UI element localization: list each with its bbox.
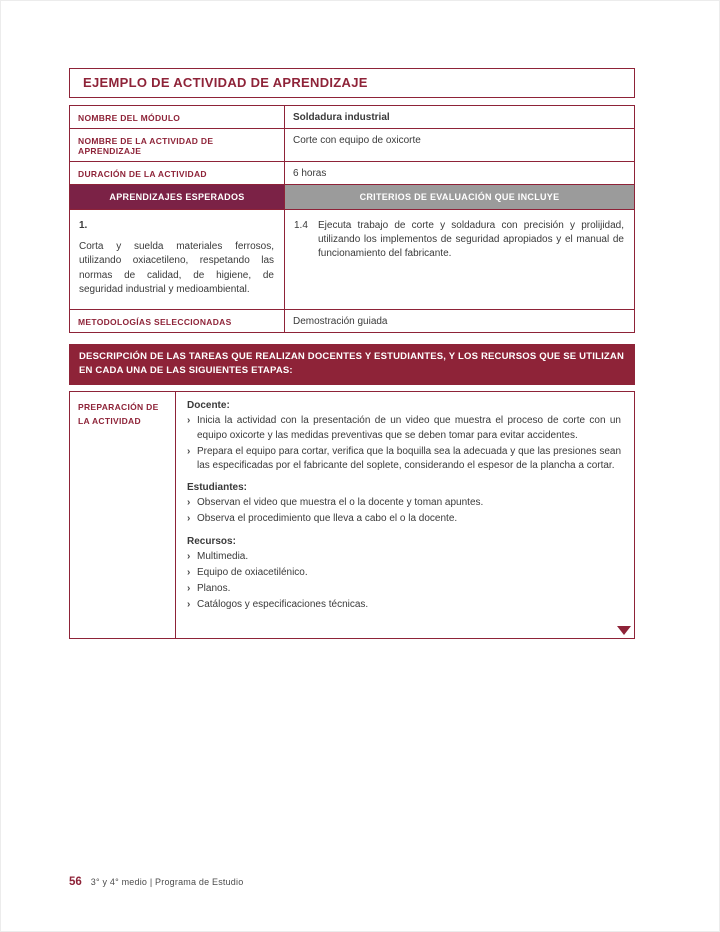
bullet-chevron-icon: › [187,550,191,562]
expected-learning-cell [70,210,285,309]
footer-text: 3° y 4° medio | Programa de Estudio [90,877,244,887]
section-heading: Estudiantes: [187,482,248,494]
page-footer [69,876,243,888]
list-item-text: Multimedia. [197,550,249,562]
table-row-methodology [70,309,634,332]
list-item-text: Catálogos y especificaciones técnicas. [197,599,369,611]
methodology-value: Demostración guiada [293,315,388,327]
page-number: 56 [69,876,82,888]
expected-learning-number: 1. [79,220,88,231]
bullet-chevron-icon: › [187,599,191,611]
table-content-row [70,209,634,309]
stage-box [69,391,635,639]
duration-value: 6 horas [293,168,327,179]
description-banner: DESCRIPCIÓN DE LAS TAREAS QUE REALIZAN DOCENTES Y ESTUDIANTES, Y LOS RECURSOS QUE SE UTILIZAN EN CADA UNA DE LAS SIGUIENTES ETAPAS: [69,344,635,386]
list-item [187,496,621,510]
duration-label: DURACIÓN DE LA ACTIVIDAD [70,162,285,184]
methodology-label: METODOLOGÍAS SELECCIONADAS [70,310,285,332]
list-item-text: Planos. [197,582,231,594]
section-recursos [187,536,621,613]
list-item [187,445,621,473]
expected-learning-text: Corta y suelda materiales ferrosos, utilizando oxiacetileno, respetando las normas de calidad, de higiene, de seguridad industrial y medioambiental. [79,241,274,295]
continuation-arrow-icon [617,626,631,635]
bullet-chevron-icon: › [187,566,191,578]
bullet-chevron-icon: › [187,582,191,594]
list-item [187,550,621,564]
criteria-number: 1.4 [294,220,308,231]
column-header-criteria: CRITERIOS DE EVALUACIÓN QUE INCLUYE [285,185,634,209]
criteria-text: Ejecuta trabajo de corte y soldadura con precisión y prolijidad, utilizando los implementos de seguridad apropiados y el manual de funcionamiento del fabricante. [318,220,624,260]
bullet-chevron-icon: › [187,445,191,457]
list-item-text: Observa el procedimiento que lleva a cabo el o la docente. [197,513,458,525]
criteria-cell [285,210,634,309]
section-heading: Recursos: [187,535,236,547]
list-item [187,512,621,526]
bullet-chevron-icon: › [187,513,191,525]
table-row-module [70,106,634,128]
table-header-row [70,184,634,209]
page-title: EJEMPLO DE ACTIVIDAD DE APRENDIZAJE [69,68,635,98]
section-docente [187,400,621,473]
list-item [187,566,621,580]
list-item-text: Observan el video que muestra el o la docente y toman apuntes. [197,497,484,509]
section-estudiantes [187,482,621,526]
section-heading: Docente: [187,400,230,412]
stage-label: PREPARACIÓN DE LA ACTIVIDAD [70,392,176,638]
list-item [187,582,621,596]
activity-value: Corte con equipo de oxicorte [293,135,421,146]
list-item-text: Equipo de oxiacetilénico. [197,566,308,578]
table-row-activity [70,128,634,161]
table-row-duration [70,161,634,184]
bullet-chevron-icon: › [187,497,191,509]
stage-content [176,392,634,638]
list-item [187,414,621,442]
activity-label: NOMBRE DE LA ACTIVIDAD DE APRENDIZAJE [70,129,285,161]
page-content [69,68,635,639]
module-label: NOMBRE DEL MÓDULO [70,106,285,128]
module-value: Soldadura industrial [293,112,390,123]
column-header-expected: APRENDIZAJES ESPERADOS [70,185,285,209]
list-item-text: Inicia la actividad con la presentación de un video que muestra el proceso de corte con un equipo oxicorte y las medidas preventivas que se deben tomar para evitar accidentes. [197,415,621,441]
bullet-chevron-icon: › [187,415,191,427]
list-item-text: Prepara el equipo para cortar, verifica que la boquilla sea la adecuada y que las presiones sean las especificadas por el fabricante del soplete, considerando el espesor de la plancha a cortar. [197,445,621,471]
list-item [187,598,621,612]
activity-info-table [69,105,635,333]
